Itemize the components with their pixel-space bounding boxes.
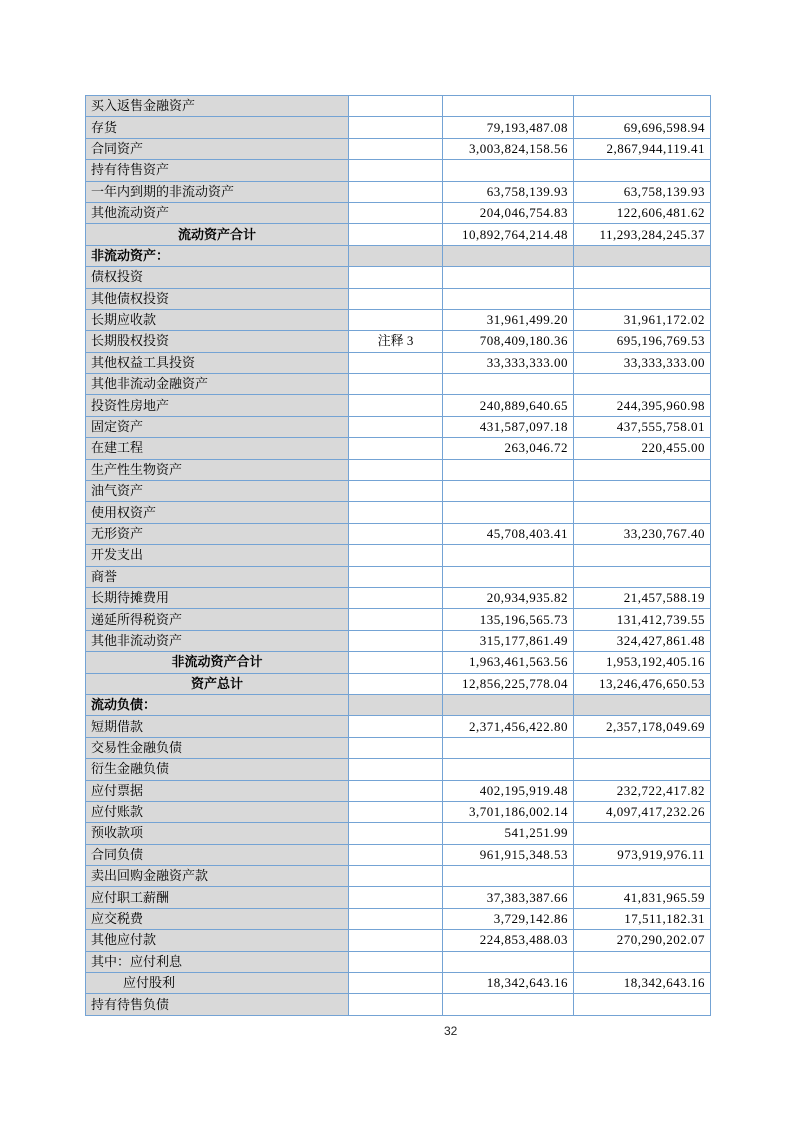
- prior-amount-cell: 31,961,172.02: [574, 309, 711, 330]
- note-cell: [349, 459, 443, 480]
- current-amount-cell: 2,371,456,422.80: [443, 716, 574, 737]
- prior-amount-cell: 33,230,767.40: [574, 523, 711, 544]
- note-cell: [349, 352, 443, 373]
- table-row: [86, 994, 711, 1015]
- prior-amount-cell: 1,953,192,405.16: [574, 652, 711, 673]
- item-label-cell: 应付职工薪酬: [86, 887, 349, 908]
- item-label-cell: 短期借款: [86, 716, 349, 737]
- item-label-cell: 长期股权投资: [86, 331, 349, 352]
- current-amount-cell: 45,708,403.41: [443, 523, 574, 544]
- prior-amount-cell: [574, 245, 711, 266]
- current-amount-cell: 37,383,387.66: [443, 887, 574, 908]
- prior-amount-cell: [574, 566, 711, 587]
- current-amount-cell: [443, 459, 574, 480]
- note-cell: [349, 908, 443, 929]
- current-amount-cell: 10,892,764,214.48: [443, 224, 574, 245]
- current-amount-cell: 3,701,186,002.14: [443, 801, 574, 822]
- table-row: [86, 502, 711, 523]
- table-row: [86, 288, 711, 309]
- prior-amount-cell: 122,606,481.62: [574, 202, 711, 223]
- table-row: [86, 759, 711, 780]
- item-label-cell: 卖出回购金融资产款: [86, 866, 349, 887]
- item-label-cell: 无形资产: [86, 523, 349, 544]
- prior-amount-cell: 63,758,139.93: [574, 181, 711, 202]
- prior-amount-cell: 18,342,643.16: [574, 973, 711, 994]
- prior-amount-cell: 17,511,182.31: [574, 908, 711, 929]
- current-amount-cell: 708,409,180.36: [443, 331, 574, 352]
- current-amount-cell: [443, 502, 574, 523]
- prior-amount-cell: [574, 545, 711, 566]
- table-row: [86, 331, 711, 352]
- current-amount-cell: [443, 545, 574, 566]
- item-label-cell: 非流动资产：: [86, 245, 349, 266]
- current-amount-cell: [443, 96, 574, 117]
- prior-amount-cell: 437,555,758.01: [574, 416, 711, 437]
- item-label-cell: 持有待售资产: [86, 160, 349, 181]
- note-cell: [349, 288, 443, 309]
- current-amount-cell: 31,961,499.20: [443, 309, 574, 330]
- current-amount-cell: 18,342,643.16: [443, 973, 574, 994]
- table-row: [86, 224, 711, 245]
- prior-amount-cell: [574, 481, 711, 502]
- note-cell: [349, 694, 443, 715]
- table-row: [86, 459, 711, 480]
- note-cell: [349, 951, 443, 972]
- item-label-cell: 其他流动资产: [86, 202, 349, 223]
- current-amount-cell: [443, 245, 574, 266]
- current-amount-cell: 20,934,935.82: [443, 587, 574, 608]
- current-amount-cell: [443, 481, 574, 502]
- item-label-cell: 应付票据: [86, 780, 349, 801]
- item-label-cell: 其他应付款: [86, 930, 349, 951]
- note-cell: [349, 930, 443, 951]
- item-label-cell: 持有待售负债: [86, 994, 349, 1015]
- prior-amount-cell: [574, 96, 711, 117]
- table-row: [86, 780, 711, 801]
- prior-amount-cell: [574, 374, 711, 395]
- item-label-cell: 交易性金融负债: [86, 737, 349, 758]
- table-row: [86, 202, 711, 223]
- table-row: [86, 374, 711, 395]
- item-label-cell: 合同资产: [86, 138, 349, 159]
- table-row: [86, 416, 711, 437]
- item-label-cell: 流动资产合计: [86, 224, 349, 245]
- note-cell: [349, 138, 443, 159]
- item-label-cell: 一年内到期的非流动资产: [86, 181, 349, 202]
- prior-amount-cell: [574, 823, 711, 844]
- note-cell: [349, 801, 443, 822]
- item-label-cell: 其他债权投资: [86, 288, 349, 309]
- table-row: [86, 309, 711, 330]
- current-amount-cell: 33,333,333.00: [443, 352, 574, 373]
- note-cell: [349, 160, 443, 181]
- item-label-cell: 长期应收款: [86, 309, 349, 330]
- note-cell: [349, 780, 443, 801]
- item-label-cell: 生产性生物资产: [86, 459, 349, 480]
- prior-amount-cell: 4,097,417,232.26: [574, 801, 711, 822]
- item-label-cell: 资产总计: [86, 673, 349, 694]
- table-row: [86, 951, 711, 972]
- note-cell: [349, 994, 443, 1015]
- prior-amount-cell: [574, 459, 711, 480]
- prior-amount-cell: 2,867,944,119.41: [574, 138, 711, 159]
- note-cell: [349, 973, 443, 994]
- note-cell: [349, 117, 443, 138]
- prior-amount-cell: 244,395,960.98: [574, 395, 711, 416]
- table-row: [86, 823, 711, 844]
- current-amount-cell: 3,729,142.86: [443, 908, 574, 929]
- table-row: [86, 908, 711, 929]
- item-label-cell: 债权投资: [86, 267, 349, 288]
- item-label-cell: 应交税费: [86, 908, 349, 929]
- table-row: [86, 96, 711, 117]
- current-amount-cell: 204,046,754.83: [443, 202, 574, 223]
- table-row: [86, 138, 711, 159]
- note-cell: 注释 3: [349, 331, 443, 352]
- prior-amount-cell: [574, 759, 711, 780]
- current-amount-cell: 12,856,225,778.04: [443, 673, 574, 694]
- note-cell: [349, 267, 443, 288]
- note-cell: [349, 823, 443, 844]
- table-row: [86, 887, 711, 908]
- prior-amount-cell: 270,290,202.07: [574, 930, 711, 951]
- current-amount-cell: 402,195,919.48: [443, 780, 574, 801]
- note-cell: [349, 630, 443, 651]
- note-cell: [349, 245, 443, 266]
- note-cell: [349, 96, 443, 117]
- table-row: [86, 673, 711, 694]
- balance-sheet-body: [86, 96, 711, 1016]
- item-label-cell: 流动负债：: [86, 694, 349, 715]
- table-row: [86, 181, 711, 202]
- prior-amount-cell: [574, 866, 711, 887]
- current-amount-cell: 431,587,097.18: [443, 416, 574, 437]
- current-amount-cell: 961,915,348.53: [443, 844, 574, 865]
- item-label-cell: 开发支出: [86, 545, 349, 566]
- item-label-cell: 其他权益工具投资: [86, 352, 349, 373]
- prior-amount-cell: 220,455.00: [574, 438, 711, 459]
- note-cell: [349, 309, 443, 330]
- current-amount-cell: 79,193,487.08: [443, 117, 574, 138]
- item-label-cell: 商誉: [86, 566, 349, 587]
- table-row: [86, 245, 711, 266]
- current-amount-cell: [443, 267, 574, 288]
- current-amount-cell: [443, 374, 574, 395]
- current-amount-cell: [443, 759, 574, 780]
- table-row: [86, 160, 711, 181]
- note-cell: [349, 673, 443, 694]
- item-label-cell: 其他非流动金融资产: [86, 374, 349, 395]
- prior-amount-cell: 232,722,417.82: [574, 780, 711, 801]
- prior-amount-cell: [574, 288, 711, 309]
- table-row: [86, 973, 711, 994]
- note-cell: [349, 374, 443, 395]
- note-cell: [349, 609, 443, 630]
- table-row: [86, 930, 711, 951]
- current-amount-cell: 315,177,861.49: [443, 630, 574, 651]
- item-label-cell: 其他非流动资产: [86, 630, 349, 651]
- item-label-cell: 预收款项: [86, 823, 349, 844]
- item-label-cell: 存货: [86, 117, 349, 138]
- current-amount-cell: [443, 288, 574, 309]
- current-amount-cell: [443, 737, 574, 758]
- table-row: [86, 438, 711, 459]
- table-row: [86, 117, 711, 138]
- note-cell: [349, 438, 443, 459]
- item-label-cell: 应付账款: [86, 801, 349, 822]
- note-cell: [349, 652, 443, 673]
- prior-amount-cell: [574, 694, 711, 715]
- note-cell: [349, 844, 443, 865]
- balance-sheet-table: [85, 95, 711, 1016]
- prior-amount-cell: 13,246,476,650.53: [574, 673, 711, 694]
- item-label-cell: 衍生金融负债: [86, 759, 349, 780]
- item-label-cell: 使用权资产: [86, 502, 349, 523]
- note-cell: [349, 395, 443, 416]
- table-row: [86, 716, 711, 737]
- prior-amount-cell: [574, 502, 711, 523]
- table-row: [86, 395, 711, 416]
- prior-amount-cell: 131,412,739.55: [574, 609, 711, 630]
- table-row: [86, 694, 711, 715]
- table-row: [86, 523, 711, 544]
- note-cell: [349, 866, 443, 887]
- item-label-cell: 买入返售金融资产: [86, 96, 349, 117]
- prior-amount-cell: 21,457,588.19: [574, 587, 711, 608]
- item-label-cell: 递延所得税资产: [86, 609, 349, 630]
- prior-amount-cell: 11,293,284,245.37: [574, 224, 711, 245]
- note-cell: [349, 716, 443, 737]
- note-cell: [349, 566, 443, 587]
- table-row: [86, 481, 711, 502]
- table-row: [86, 566, 711, 587]
- prior-amount-cell: [574, 160, 711, 181]
- prior-amount-cell: 33,333,333.00: [574, 352, 711, 373]
- current-amount-cell: 1,963,461,563.56: [443, 652, 574, 673]
- note-cell: [349, 202, 443, 223]
- current-amount-cell: 263,046.72: [443, 438, 574, 459]
- table-row: [86, 630, 711, 651]
- item-label-cell: 应付股利: [86, 973, 349, 994]
- note-cell: [349, 502, 443, 523]
- note-cell: [349, 545, 443, 566]
- table-row: [86, 866, 711, 887]
- current-amount-cell: [443, 866, 574, 887]
- current-amount-cell: [443, 994, 574, 1015]
- current-amount-cell: [443, 694, 574, 715]
- prior-amount-cell: 2,357,178,049.69: [574, 716, 711, 737]
- item-label-cell: 其中：应付利息: [86, 951, 349, 972]
- table-row: [86, 352, 711, 373]
- note-cell: [349, 481, 443, 502]
- table-row: [86, 737, 711, 758]
- item-label-cell: 油气资产: [86, 481, 349, 502]
- current-amount-cell: 63,758,139.93: [443, 181, 574, 202]
- note-cell: [349, 224, 443, 245]
- note-cell: [349, 416, 443, 437]
- note-cell: [349, 181, 443, 202]
- item-label-cell: 非流动资产合计: [86, 652, 349, 673]
- item-label-cell: 固定资产: [86, 416, 349, 437]
- note-cell: [349, 587, 443, 608]
- item-label-cell: 在建工程: [86, 438, 349, 459]
- item-label-cell: 长期待摊费用: [86, 587, 349, 608]
- prior-amount-cell: 695,196,769.53: [574, 331, 711, 352]
- current-amount-cell: 240,889,640.65: [443, 395, 574, 416]
- prior-amount-cell: 973,919,976.11: [574, 844, 711, 865]
- prior-amount-cell: 324,427,861.48: [574, 630, 711, 651]
- prior-amount-cell: 69,696,598.94: [574, 117, 711, 138]
- note-cell: [349, 887, 443, 908]
- note-cell: [349, 759, 443, 780]
- prior-amount-cell: 41,831,965.59: [574, 887, 711, 908]
- prior-amount-cell: [574, 994, 711, 1015]
- current-amount-cell: 541,251.99: [443, 823, 574, 844]
- note-cell: [349, 523, 443, 544]
- item-label-cell: 投资性房地产: [86, 395, 349, 416]
- table-row: [86, 609, 711, 630]
- note-cell: [349, 737, 443, 758]
- table-row: [86, 801, 711, 822]
- table-row: [86, 267, 711, 288]
- prior-amount-cell: [574, 267, 711, 288]
- table-row: [86, 844, 711, 865]
- current-amount-cell: [443, 566, 574, 587]
- prior-amount-cell: [574, 737, 711, 758]
- current-amount-cell: [443, 160, 574, 181]
- current-amount-cell: [443, 951, 574, 972]
- table-row: [86, 652, 711, 673]
- current-amount-cell: 3,003,824,158.56: [443, 138, 574, 159]
- current-amount-cell: 135,196,565.73: [443, 609, 574, 630]
- prior-amount-cell: [574, 951, 711, 972]
- item-label-cell: 合同负债: [86, 844, 349, 865]
- page-number: 32: [444, 1024, 458, 1038]
- table-row: [86, 587, 711, 608]
- table-row: [86, 545, 711, 566]
- current-amount-cell: 224,853,488.03: [443, 930, 574, 951]
